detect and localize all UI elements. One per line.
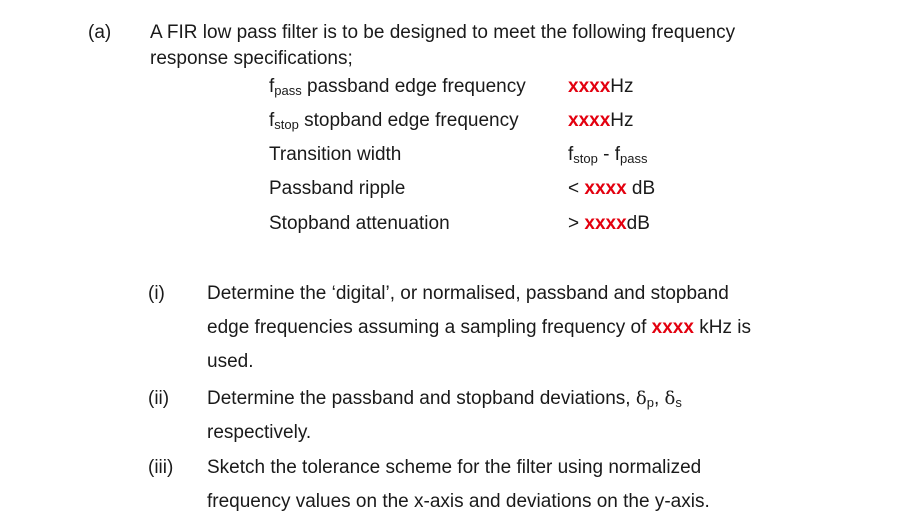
spec-name-passband-ripple: Passband ripple bbox=[269, 178, 406, 199]
question-intro-line2: response specifications; bbox=[150, 48, 353, 69]
spec-name-transition: Transition width bbox=[269, 144, 402, 165]
spec-name-fstop: $f_{stop}$ stopband edge frequency bbox=[269, 110, 519, 132]
spec-value-fpass: xxxxHz bbox=[568, 76, 634, 97]
part-i-label: (i) bbox=[148, 283, 165, 304]
part-iii-line2: frequency values on the x-axis and deviations on the y-axis. bbox=[207, 491, 710, 512]
part-ii-line1: Determine the passband and stopband deviations, δp, δs bbox=[207, 388, 682, 410]
part-iii-line1: Sketch the tolerance scheme for the filter using normalized bbox=[207, 457, 702, 478]
part-iii-label: (iii) bbox=[148, 457, 174, 478]
spec-name-fpass: $f_{pass}$ passband edge frequency bbox=[269, 76, 526, 98]
part-ii-line2: respectively. bbox=[207, 422, 312, 443]
spec-value-stopband-attenuation: > xxxxdB bbox=[568, 213, 650, 234]
part-i-line3: used. bbox=[207, 351, 254, 372]
spec-value-fstop: xxxxHz bbox=[568, 110, 634, 131]
question-label: (a) bbox=[88, 22, 112, 43]
spec-value-passband-ripple: < xxxx dB bbox=[568, 178, 656, 199]
spec-name-stopband-attenuation: Stopband attenuation bbox=[269, 213, 450, 234]
spec-value-transition: $f_{stop} - f_{pass}$ bbox=[568, 144, 648, 166]
question-intro-line1: A FIR low pass filter is to be designed to meet the following frequency bbox=[150, 22, 736, 43]
part-i-line2: edge frequencies assuming a sampling frequency of xxxx kHz is bbox=[207, 317, 751, 338]
part-ii-label: (ii) bbox=[148, 388, 170, 409]
part-i-line1: Determine the ‘digital’, or normalised, passband and stopband bbox=[207, 283, 729, 304]
